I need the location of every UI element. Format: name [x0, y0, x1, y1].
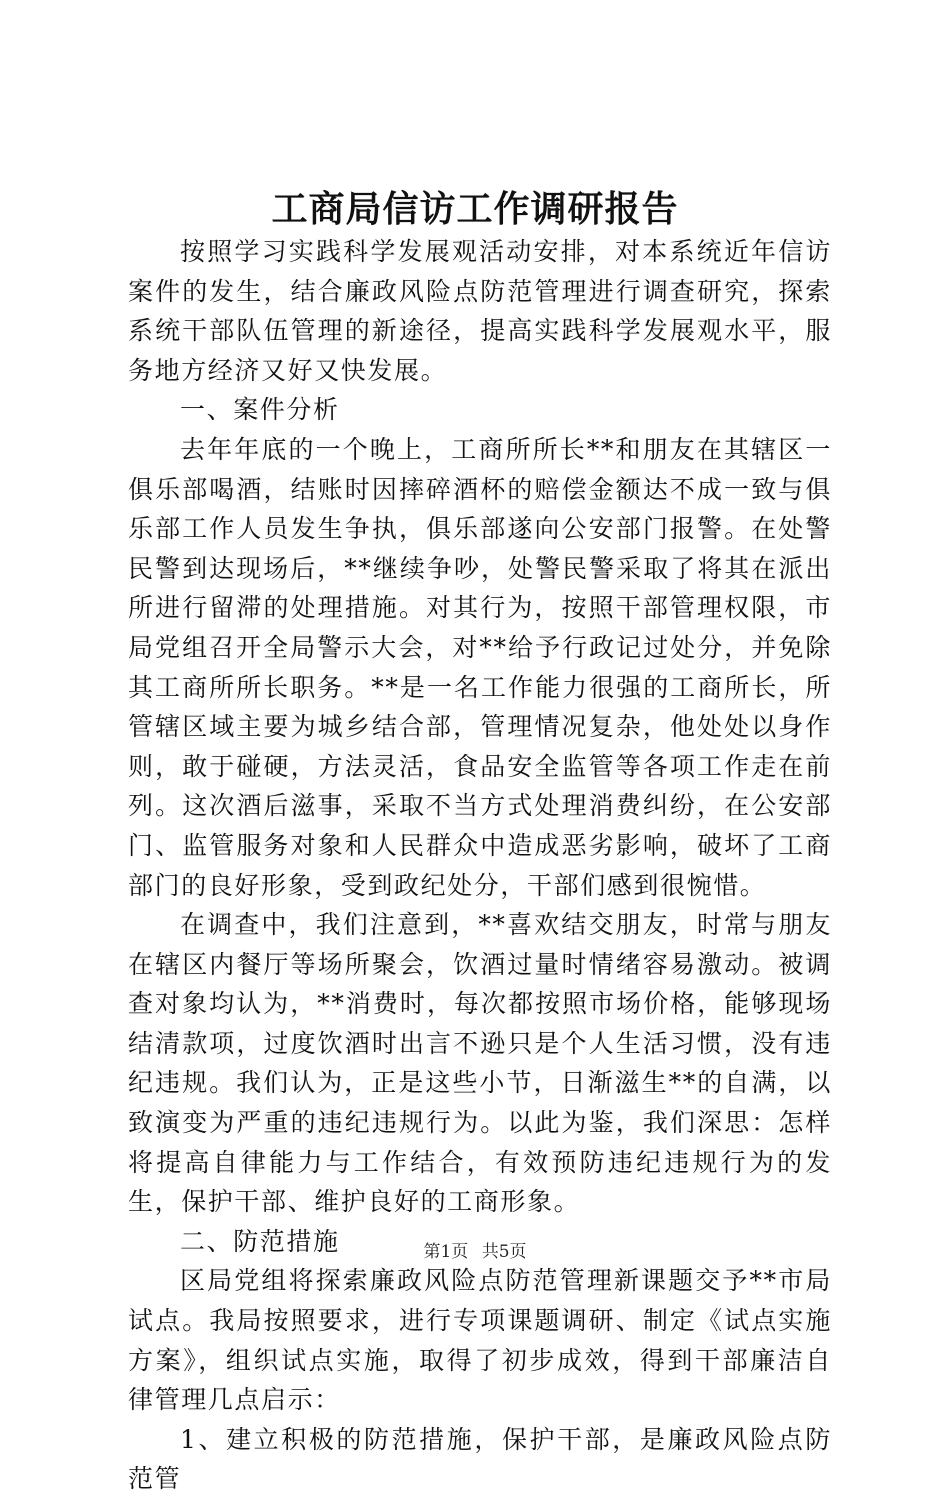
section-heading-prevention: 二、防范措施	[180, 1226, 340, 1256]
paragraph-item-1: 1、建立积极的防范措施，保护干部，是廉政风险点防范管	[128, 1424, 832, 1494]
paragraph-intro: 按照学习实践科学发展观活动安排，对本系统近年信访案件的发生，结合廉政风险点防范管理进行调查研究，探索系统干部队伍管理的新途径，提高实践科学发展观水平，服务地方经济又好又快发展。	[128, 237, 832, 385]
paragraph-pilot: 区局党组将探索廉政风险点防范管理新课题交予**市局试点。我局按照要求，进行专项课题调研、制定《试点实施方案》，组织试点实施，取得了初步成效，得到干部廉洁自律管理几点启示：	[128, 1266, 832, 1415]
paragraph-investigation: 在调查中，我们注意到，**喜欢结交朋友，时常与朋友在辖区内餐厅等场所聚会，饮酒过量时情绪容易激动。被调查对象均认为，**消费时，每次都按照市场价格，能够现场结清款项，过度饮酒时出言不逊只是个人生活习惯，没有违纪违规。我们认为，正是这些小节，日渐滋生**的自满，以致演变为严重的违纪违规行为。以此为鉴，我们深思：怎样将提高自律能力与工作结合，有效预防违纪违规行为的发生，保护干部、维护良好的工商形象。	[128, 910, 832, 1217]
document-body	[128, 232, 832, 1499]
page-number: 第1页	[423, 1242, 469, 1262]
paragraph-case-description: 去年年底的一个晚上，工商所所长**和朋友在其辖区一俱乐部喝酒，结账时因摔碎酒杯的赔偿金额达不成一致与俱乐部工作人员发生争执，俱乐部遂向公安部门报警。在处警民警到达现场后，**继续争吵，处警民警采取了将其在派出所进行留滞的处理措施。对其行为，按照干部管理权限，市局党组召开全局警示大会，对**给予行政记过处分，并免除其工商所所长职务。**是一名工作能力很强的工商所长，所管辖区域主要为城乡结合部，管理情况复杂，他处处以身作则，敢于碰硬，方法灵活，食品安全监管等各项工作走在前列。这次酒后滋事，采取不当方式处理消费纠纷，在公安部门、监管服务对象和人民群众中造成恶劣影响，破坏了工商部门的良好形象，受到政纪处分，干部们感到很惋惜。	[128, 434, 832, 900]
page-total: 共5页	[481, 1242, 527, 1262]
section-heading-case-analysis: 一、案件分析	[180, 395, 340, 425]
document-title: 工商局信访工作调研报告	[271, 188, 679, 230]
page-footer	[0, 1240, 950, 1264]
